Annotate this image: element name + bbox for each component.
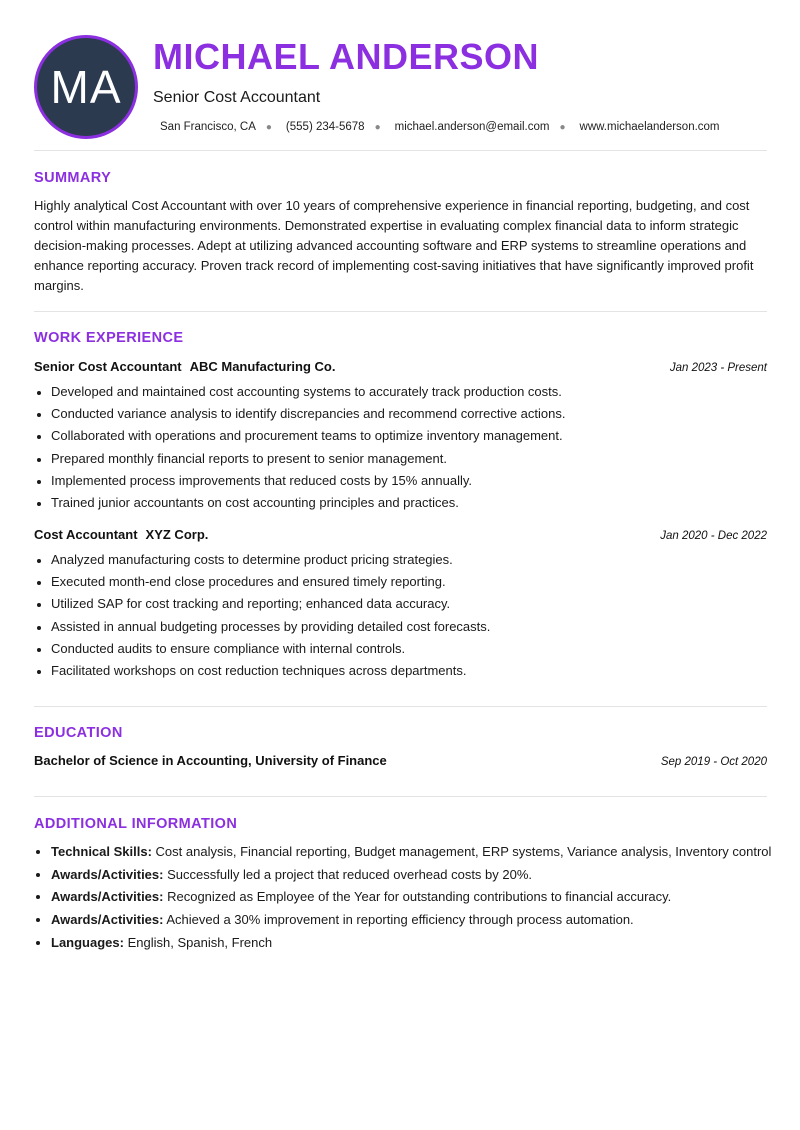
list-item: • Assisted in annual budgeting processes by providing detailed cost forecasts. [51,616,784,638]
additional-list [34,842,784,955]
list-item [51,887,784,906]
avatar-initials: MA [50,61,122,113]
education-entry [34,753,767,768]
job-company: XYZ Corp. [145,527,209,542]
list-item: • Implemented process improvements that reduced costs by 15% annually. [51,470,784,492]
divider [34,706,767,707]
list-item: • Developed and maintained cost accounting systems to accurately track production costs. [51,381,784,403]
job-role-line [34,359,335,374]
avatar [34,35,138,139]
job-company: ABC Manufacturing Co. [189,359,336,374]
job-bullets [34,549,784,682]
list-item: • Collaborated with operations and procurement teams to optimize inventory management. [51,425,784,447]
job-header [34,359,767,374]
contact-location: San Francisco, CA [160,121,256,133]
experience-heading: WORK EXPERIENCE [34,330,184,346]
item-label: Awards/Activities: [51,911,164,927]
job-bullets [34,381,784,514]
job-title: Senior Cost Accountant [153,89,321,106]
list-item: • Facilitated workshops on cost reduction techniques across departments. [51,660,784,682]
separator-dot-icon: ● [374,121,381,133]
separator-dot-icon: ● [265,121,272,133]
divider [34,150,767,151]
contact-email[interactable]: michael.anderson@email.com [394,121,550,133]
item-label: Awards/Activities: [51,889,164,905]
list-item: • Utilized SAP for cost tracking and reporting; enhanced data accuracy. [51,593,784,615]
item-text: Recognized as Employee of the Year for outstanding contributions to financial accuracy. [167,889,672,905]
job-role: Senior Cost Accountant [34,359,182,374]
contact-line [160,121,720,133]
item-text: Successfully led a project that reduced overhead costs by 20%. [167,866,533,882]
education-heading: EDUCATION [34,725,123,741]
separator-dot-icon: ● [559,121,566,133]
item-text: Cost analysis, Financial reporting, Budget management, ERP systems, Variance analysis, Inventory control [155,844,772,859]
job-dates: Jan 2020 - Dec 2022 [660,530,767,542]
item-label: Languages: [51,934,124,950]
divider [34,796,767,797]
list-item [51,865,784,884]
education-degree: Bachelor of Science in Accounting, University of Finance [34,753,387,768]
divider [34,311,767,312]
list-item: • Analyzed manufacturing costs to determine product pricing strategies. [51,549,784,571]
list-item: • Conducted variance analysis to identify discrepancies and recommend corrective actions. [51,403,784,425]
job-header [34,527,767,542]
summary-text: Highly analytical Cost Accountant with over 10 years of comprehensive experience in financial reporting, budgeting, and cost control within manufacturing environments. Demonstrated expertise in evaluating complex financial data to inform strategic decision-making processes. Adept at utilizing advanced accounting software and ERP systems to streamline operations and enhance reporting accuracy. Proven track record of implementing cost-saving initiatives that have significantly improved profit margins. [34,198,754,293]
job-role-line [34,527,208,542]
contact-website[interactable]: www.michaelanderson.com [579,121,720,133]
education-dates: Sep 2019 - Oct 2020 [660,756,767,768]
item-label: Technical Skills: [51,844,152,859]
list-item: • Executed month-end close procedures and ensured timely reporting. [51,571,784,593]
item-label: Awards/Activities: [51,866,164,882]
summary-heading: SUMMARY [34,170,112,186]
additional-heading: ADDITIONAL INFORMATION [34,816,238,832]
job-role: Cost Accountant [34,527,138,542]
list-item [51,910,784,929]
list-item [51,842,784,861]
list-item [51,933,784,952]
list-item: • Trained junior accountants on cost accounting principles and practices. [51,492,784,514]
list-item: • Prepared monthly financial reports to present to senior management. [51,448,784,470]
item-text: Achieved a 30% improvement in reporting efficiency through process automation. [166,911,634,927]
candidate-name: MICHAEL ANDERSON [153,36,540,77]
item-text: English, Spanish, French [127,934,273,950]
contact-phone: (555) 234-5678 [285,121,365,133]
list-item: • Conducted audits to ensure compliance with internal controls. [51,638,784,660]
job-dates: Jan 2023 - Present [669,362,767,374]
